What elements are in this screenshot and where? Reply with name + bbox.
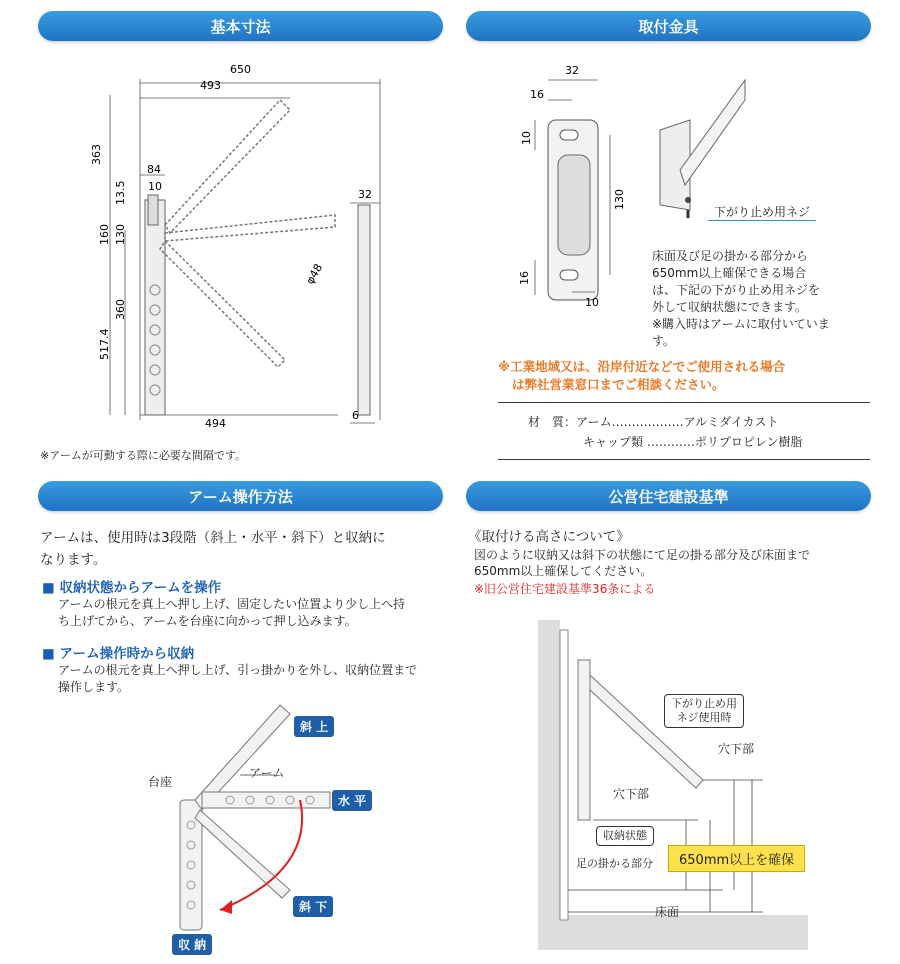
fit-dim-16a: 16: [530, 88, 544, 101]
dim-13-5: 13.5: [114, 180, 127, 205]
operation-intro: [40, 527, 445, 571]
dim-650: 650: [230, 63, 251, 76]
dim-363: 363: [90, 144, 103, 165]
dim-6: 6: [352, 409, 359, 422]
op1-line: ち上げてから、アームを台座に向かって押し込みます。: [58, 614, 357, 628]
op2-text: [58, 662, 417, 696]
fitting-note: [652, 248, 852, 350]
op2-line: アームの根元を真上へ押し上げ、引っ掛かりを外し、収納位置まで: [58, 663, 418, 677]
op1-text: [58, 596, 405, 630]
label-up: 斜 上: [294, 716, 334, 737]
public-ref: ※旧公営住宅建設基準36条による: [474, 582, 656, 596]
base-label: 台座: [148, 775, 173, 789]
foot-label: 足の掛かる部分: [576, 857, 653, 870]
stored-state-box: 収納状態: [596, 826, 654, 846]
hole-label-1: 穴下部: [718, 742, 755, 756]
fitting-note-line: す。: [652, 334, 676, 348]
header-mounting-fitting: [466, 11, 871, 41]
header-label: アーム操作方法: [188, 487, 293, 506]
dim-130: 130: [114, 224, 127, 245]
warning-line: は弊社営業窓口までご相談ください。: [512, 377, 725, 392]
screw-label-text: 下がり止め用ネジ: [714, 205, 811, 219]
public-screw-line: 下がり止め用: [671, 697, 737, 710]
op1-title: ■ 収納状態からアームを操作: [42, 580, 222, 596]
basic-note: ※アームが可動する際に必要な間隔です。: [40, 449, 247, 462]
op1-line: アームの根元を真上へ押し上げ、固定したい位置より少し上へ持: [58, 597, 406, 611]
public-line: 図のように収納又は斜下の状態にて足の掛る部分及び床面まで: [474, 548, 811, 562]
intro-line: アームは、使用時は3段階（斜上・水平・斜下）と収納に: [40, 530, 386, 546]
header-label: 基本寸法: [210, 17, 271, 36]
hole-label-2: 穴下部: [613, 787, 650, 801]
fitting-3d-drawing: [650, 60, 750, 220]
material-line-2: キャップ類 …………ポリプロピレン樹脂: [583, 435, 803, 449]
arm-operation-diagram: [140, 700, 360, 960]
header-label: 取付金具: [638, 17, 699, 36]
label-stored: 収 納: [172, 934, 212, 955]
op1-title-text: 収納状態からアームを操作: [59, 580, 222, 596]
fit-dim-32: 32: [565, 64, 579, 77]
fitting-drawing: [510, 60, 630, 310]
ensure-650-label: 650mm以上を確保: [668, 845, 805, 872]
warning-note: [498, 358, 785, 394]
header-arm-operation: [38, 481, 443, 511]
op2-title-text: アーム操作時から収納: [59, 646, 195, 662]
fitting-note-line: は、下記の下がり止め用ネジを: [652, 283, 821, 297]
dim-84: 84: [147, 163, 161, 176]
header-label: 公営住宅建設基準: [608, 487, 729, 506]
fitting-note-line: 650mm以上確保できる場合: [652, 266, 807, 280]
fitting-note-line: 外して収納状態にできます。: [652, 300, 808, 314]
fit-dim-10b: 10: [585, 296, 599, 309]
warning-line: ※工業地域又は、沿岸付近などでご使用される場合: [498, 359, 786, 374]
fitting-note-line: 床面及び足の掛かる部分から: [652, 249, 809, 263]
public-heading: 《取付ける高さについて》: [468, 529, 630, 545]
dim-32: 32: [358, 188, 372, 201]
floor-label: 床面: [655, 905, 680, 919]
dim-493: 493: [200, 79, 221, 92]
public-housing-diagram: [538, 620, 808, 950]
dim-360: 360: [114, 299, 127, 320]
label-down: 斜 下: [293, 896, 333, 917]
fitting-note-line: ※購入時はアームに取付いていま: [652, 317, 830, 331]
intro-line: なります。: [40, 552, 107, 568]
op2-title: ■ アーム操作時から収納: [42, 646, 195, 662]
dim-phi48: φ48: [303, 261, 326, 287]
label-flat: 水 平: [332, 790, 372, 811]
dim-160: 160: [98, 224, 111, 245]
public-line: 650mm以上確保してください。: [474, 564, 653, 578]
fit-dim-16b: 16: [518, 271, 531, 285]
public-screw-line: ネジ使用時: [676, 711, 732, 724]
dim-517-4: 517.4: [98, 328, 111, 360]
header-basic-dimensions: [38, 11, 443, 41]
material-line-1: 材 質：アーム………………アルミダイカスト: [528, 415, 779, 429]
arm-label: アーム: [249, 766, 285, 780]
fit-dim-10a: 10: [520, 131, 533, 145]
basic-dimensions-drawing: [90, 55, 430, 435]
dim-494: 494: [205, 417, 226, 430]
public-screw-box: [664, 694, 744, 728]
header-public-housing-standard: [466, 481, 871, 511]
material-box: [498, 402, 870, 460]
fit-dim-130: 130: [613, 189, 626, 210]
dim-10: 10: [148, 180, 162, 193]
screw-label: [708, 203, 816, 221]
public-text: [474, 547, 810, 579]
op2-line: 操作します。: [58, 680, 130, 694]
